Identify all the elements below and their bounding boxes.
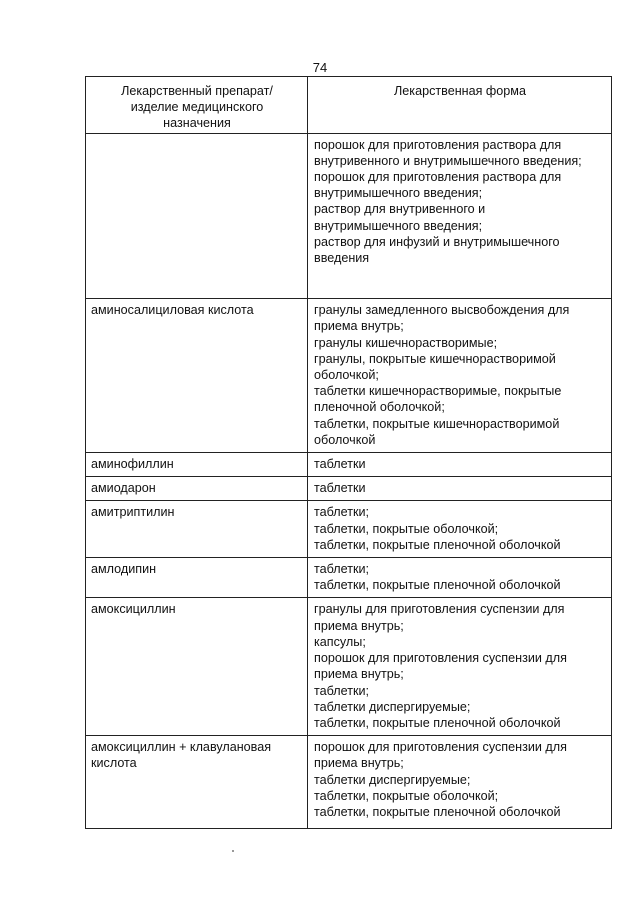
header-form	[308, 77, 612, 134]
drug-name-line: амиодарон	[91, 481, 156, 496]
drug-form-line: внутримышечного введения;	[314, 218, 483, 233]
drug-form-cell	[308, 133, 612, 299]
drug-form-line: таблетки;	[314, 562, 370, 577]
table-body	[86, 133, 612, 829]
drug-form-line: порошок для приготовления раствора для	[314, 137, 562, 152]
drug-name-line: амлодипин	[91, 562, 157, 577]
drug-form-line: пленочной оболочкой;	[314, 400, 445, 415]
drug-name-line: кислота	[91, 756, 137, 771]
drug-form-line: внутримышечного введения;	[314, 186, 483, 201]
drug-form-line: порошок для приготовления суспензии для	[314, 740, 567, 755]
drug-name-cell	[86, 736, 308, 829]
scan-speck	[232, 850, 234, 852]
drug-form-line: таблетки, покрытые кишечнорастворимой	[314, 416, 560, 431]
table-row	[86, 299, 612, 453]
table-row	[86, 501, 612, 558]
drug-form-line: раствор для внутривенного и	[314, 202, 486, 217]
drug-form-line: приема внутрь;	[314, 618, 404, 633]
drug-form-line: таблетки, покрытые пленочной оболочкой	[314, 578, 561, 593]
drug-form-line: таблетки, покрытые пленочной оболочкой	[314, 804, 561, 819]
drug-name-line: аминофиллин	[91, 457, 174, 472]
table-row	[86, 133, 612, 299]
drug-name-cell	[86, 558, 308, 598]
drug-form-line: таблетки;	[314, 683, 370, 698]
header-drug-line: изделие медицинского	[130, 100, 264, 115]
drug-form-line: порошок для приготовления раствора для	[314, 170, 562, 185]
header-drug-line: назначения	[163, 116, 231, 131]
page-number: 74	[312, 60, 328, 75]
drug-form-line: таблетки, покрытые пленочной оболочкой	[314, 537, 561, 552]
drug-form-line: введения	[314, 251, 370, 266]
drug-form-line: таблетки, покрытые оболочкой;	[314, 521, 499, 536]
drug-form-line: оболочкой;	[314, 368, 379, 383]
table-row	[86, 598, 612, 736]
drug-form-line: гранулы кишечнорастворимые;	[314, 335, 498, 350]
drug-name-line: амоксициллин	[91, 602, 176, 617]
drug-form-line: приема внутрь;	[314, 756, 404, 771]
drug-name-cell	[86, 477, 308, 501]
drug-name-line: амитриптилин	[91, 505, 175, 520]
drug-name-line: аминосалициловая кислота	[91, 303, 254, 318]
drug-form-line: оболочкой	[314, 432, 376, 447]
drug-name-cell	[86, 453, 308, 477]
drug-form-line: таблетки, покрытые оболочкой;	[314, 788, 499, 803]
drug-form-cell	[308, 558, 612, 598]
drug-form-line: раствор для инфузий и внутримышечного	[314, 234, 560, 249]
drug-form-line: капсулы;	[314, 634, 366, 649]
drug-name-cell	[86, 501, 308, 558]
drug-form-cell	[308, 501, 612, 558]
drug-form-line: гранулы, покрытые кишечнорастворимой	[314, 351, 556, 366]
table-row	[86, 477, 612, 501]
drug-form-cell	[308, 299, 612, 453]
drug-form-line: таблетки диспергируемые;	[314, 699, 471, 714]
table-header-row	[86, 77, 612, 134]
header-drug	[86, 77, 308, 134]
drug-form-line: таблетки диспергируемые;	[314, 772, 471, 787]
drug-form-line: порошок для приготовления суспензии для	[314, 651, 567, 666]
drug-name-cell	[86, 299, 308, 453]
drug-form-line: таблетки;	[314, 505, 370, 520]
drug-form-line: гранулы замедленного высвобождения для	[314, 303, 570, 318]
drug-form-line: таблетки	[314, 481, 366, 496]
drug-form-line: таблетки кишечнорастворимые, покрытые	[314, 384, 562, 399]
table-row	[86, 736, 612, 829]
drug-form-cell	[308, 477, 612, 501]
header-drug-line: Лекарственный препарат/	[121, 84, 273, 98]
drug-form-line: гранулы для приготовления суспензии для	[314, 602, 565, 617]
drug-form-line: приема внутрь;	[314, 319, 404, 334]
drug-name-cell	[86, 598, 308, 736]
drug-form-line: таблетки, покрытые пленочной оболочкой	[314, 715, 561, 730]
drug-name-line: амоксициллин + клавулановая	[91, 740, 272, 755]
drug-forms-table	[85, 76, 612, 829]
drug-form-line: приема внутрь;	[314, 667, 404, 682]
header-form-line: Лекарственная форма	[394, 84, 526, 98]
drug-form-cell	[308, 598, 612, 736]
drug-form-line: таблетки	[314, 457, 366, 472]
drug-form-cell	[308, 453, 612, 477]
table-row	[86, 558, 612, 598]
drug-form-cell	[308, 736, 612, 829]
drug-form-line: внутривенного и внутримышечного введения;	[314, 153, 582, 168]
table-row	[86, 453, 612, 477]
drug-name-cell	[86, 133, 308, 299]
